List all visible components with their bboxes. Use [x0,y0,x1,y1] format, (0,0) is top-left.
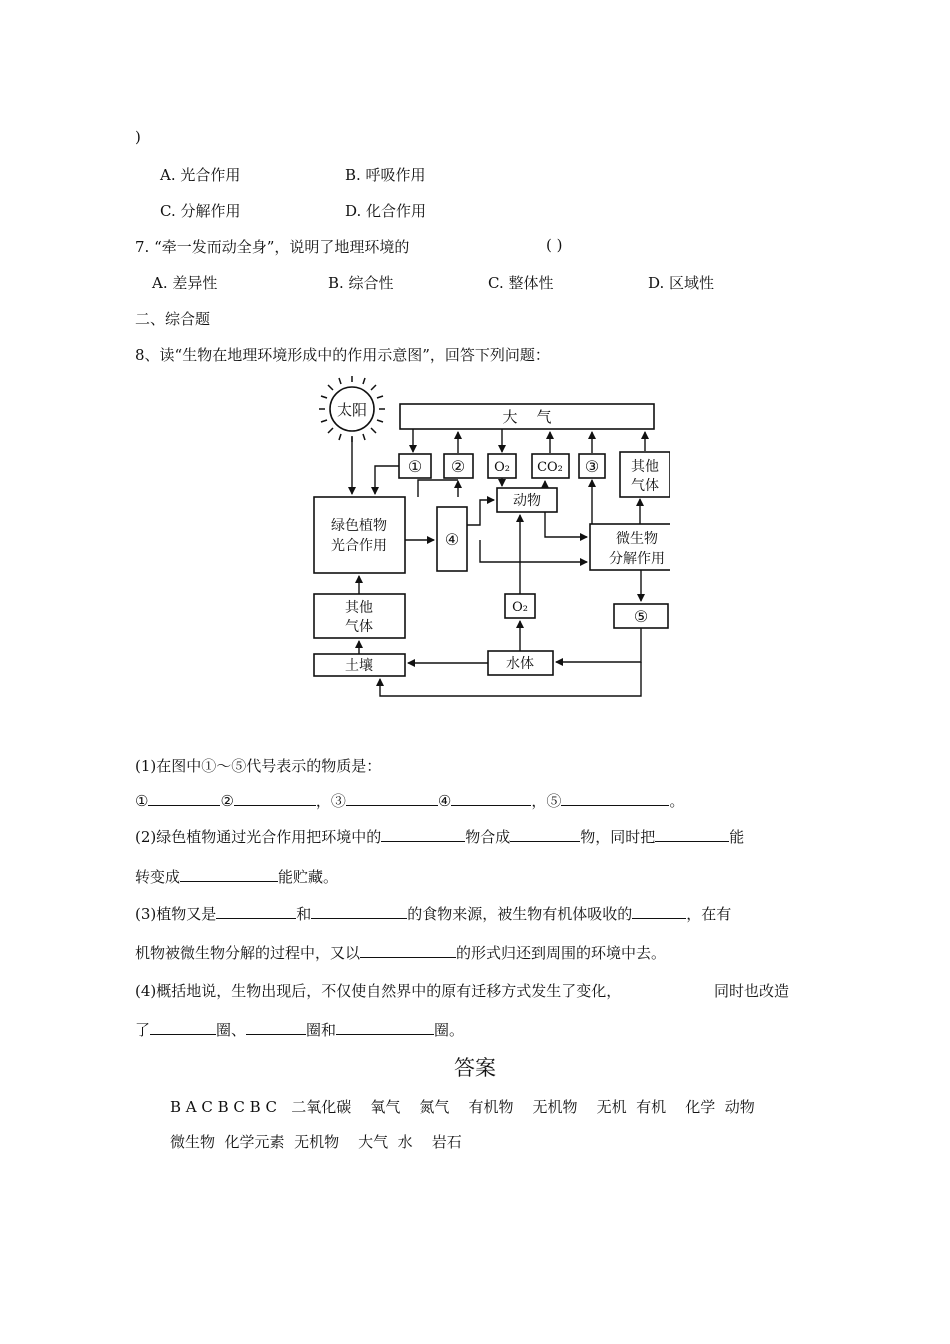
animal-label: 动物 [513,493,541,509]
answer-blank[interactable] [632,904,686,919]
q8-p4-line1-tail: 同时也改造 [714,982,790,1000]
answer-blank[interactable] [381,827,465,842]
p2-text-c: 物，同时把 [580,828,656,846]
p4-text-a: (4)概括地说，生物出现后，不仅使自然界中的原有迁移方式发生了变化， [135,982,622,1000]
q6-option-b: B. 呼吸作用 [345,166,426,184]
p3-text-c: 的食物来源，被生物有机体吸收的 [407,905,633,923]
plant-line2: 光合作用 [331,538,387,554]
q6-option-c: C. 分解作用 [160,202,241,220]
p4-text-c: 了 [135,1021,151,1039]
q7-option-a: A. 差异性 [152,274,218,292]
p3-text-f: 的形式归还到周围的环境中去。 [456,944,667,962]
p2-text-d: 能 [729,828,745,846]
answer-blank[interactable] [451,791,531,806]
p3-text-e: 机物被微生物分解的过程中，又以 [135,944,361,962]
p1-label-3: ，③ [315,792,346,810]
q6-close-paren: ) [135,128,141,146]
water-label: 水体 [506,656,534,672]
other-gas-upper-line2: 气体 [631,478,659,494]
box-5-label: ⑤ [633,607,649,626]
sun-label: 太阳 [336,401,368,419]
p1-label-4: ④ [437,792,452,810]
atmosphere-label: 大 气 [502,408,552,426]
answer-blank[interactable] [180,867,278,882]
box-3-label: ③ [584,457,600,476]
box-4-label: ④ [444,530,460,549]
answer-blank[interactable] [216,904,296,919]
p1-end: 。 [669,792,685,810]
answer-blank[interactable] [561,791,669,806]
answer-blank[interactable] [510,827,580,842]
p3-text-b: 和 [296,905,312,923]
p4-text-f: 圈。 [434,1021,465,1039]
q8-p4-line2 [135,1019,464,1040]
other-gas-lower-line2: 气体 [345,619,373,635]
soil-label: 土壤 [345,658,373,674]
p2-text-b: 物合成 [465,828,511,846]
biology-environment-diagram [300,372,670,704]
box-co2-label: CO₂ [537,460,563,475]
answer-line-2: 微生物 化学元素 无机物 大气 水 岩石 [170,1133,462,1151]
answer-blank[interactable] [246,1020,306,1035]
answer-blank[interactable] [234,791,316,806]
answer-blank[interactable] [311,904,407,919]
answer-title: 答案 [454,1056,496,1080]
q7-option-c: C. 整体性 [488,274,554,292]
q8-p1: (1)在图中①～⑤代号表示的物质是： [135,757,382,775]
section-heading: 二、综合题 [135,310,211,328]
q7-option-b: B. 综合性 [328,274,394,292]
box-o2-lower-label: O₂ [512,600,528,615]
p3-text-d: ，在有 [686,905,732,923]
p2-text-f: 能贮藏。 [278,868,339,886]
q8-p1-blanks [135,790,684,811]
q7-option-d: D. 区域性 [648,274,715,292]
q8-p4-line1 [135,980,621,1001]
p1-label-1: ① [135,792,149,810]
p3-text-a: (3)植物又是 [135,905,217,923]
microbe-line1: 微生物 [616,531,658,547]
answer-blank[interactable] [150,1020,216,1035]
p2-text-a: (2)绿色植物通过光合作用把环境中的 [135,828,382,846]
p2-text-e: 转变成 [135,868,181,886]
answer-blank[interactable] [336,1020,434,1035]
q6-option-a: A. 光合作用 [160,166,241,184]
answer-blank[interactable] [148,791,220,806]
plant-line1: 绿色植物 [331,518,387,534]
p4-text-d: 圈、 [216,1021,247,1039]
q8-p2-line1 [135,826,744,847]
answer-line-1: B A C B C B C 二氧化碳 氧气 氮气 有机物 无机物 无机 有机 化学 动物 [170,1098,755,1116]
q8-p3-line2 [135,942,666,963]
q8-p2-line2 [135,866,338,887]
p1-label-2: ② [220,792,234,810]
box-o2-label: O₂ [494,460,510,475]
q6-option-d: D. 化合作用 [345,202,427,220]
p4-text-e: 圈和 [306,1021,337,1039]
other-gas-lower-line1: 其他 [345,600,373,616]
q8-stem: 8、读“生物在地理环境形成中的作用示意图”，回答下列问题： [135,346,550,364]
answer-blank[interactable] [360,943,456,958]
box-2-label: ② [450,457,466,476]
answer-blank[interactable] [655,827,729,842]
box-1-label: ① [407,457,423,476]
answer-blank[interactable] [346,791,438,806]
q7-answer-paren: ( ) [546,236,563,254]
box-green-plant [314,497,405,573]
q8-p3-line1 [135,903,731,924]
p1-label-5: ，⑤ [531,792,562,810]
other-gas-upper-line1: 其他 [631,459,659,475]
microbe-line2: 分解作用 [609,551,665,567]
q7-stem: 7. “牵一发而动全身”，说明了地理环境的 [135,238,410,256]
